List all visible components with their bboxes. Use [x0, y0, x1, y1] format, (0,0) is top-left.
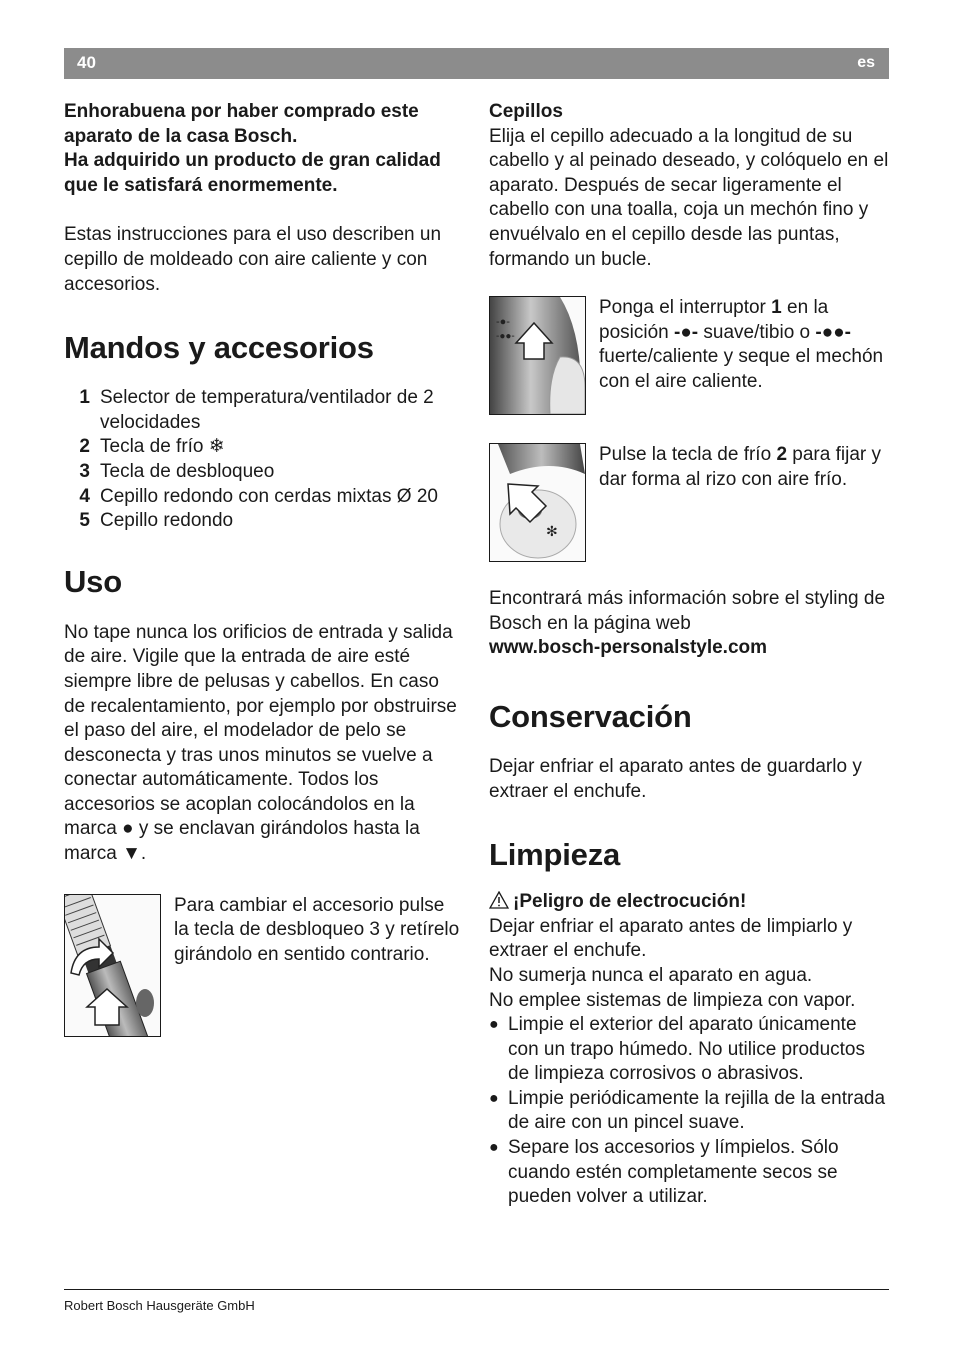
list-item: ● Limpie periódicamente la rejilla de la entrada de aire con un pincel suave. [489, 1087, 891, 1136]
left-column [64, 100, 464, 1037]
intro-text: Estas instrucciones para el uso describen un cepillo de moldeado con aire caliente y con accesorios. [64, 224, 442, 295]
svg-text:-●-: -●- [496, 316, 510, 329]
accessory-change-drawing [65, 895, 160, 1036]
change-accessory-text: Para cambiar el accesorio pulse la tecla de desbloqueo 3 y retírelo girándolo en sentido contrario. [174, 894, 460, 965]
footer-divider [64, 1289, 889, 1290]
website-link[interactable]: www.bosch-personalstyle.com [489, 637, 768, 659]
warning-triangle-icon [489, 891, 509, 909]
change-accessory-section [64, 894, 464, 1037]
bullet-dot-icon: ● [489, 1089, 499, 1107]
warning-line: No emplee sistemas de limpieza con vapor. [489, 989, 856, 1011]
bullet-dot-icon: ● [489, 1016, 499, 1034]
switch-drawing [490, 297, 585, 414]
intro-bold-2: Ha adquirido un producto de gran calidad que le satisfará enormemente. [64, 150, 441, 196]
warning-line: Dejar enfriar el aparato antes de limpiarlo y extraer el enchufe. [489, 915, 853, 962]
list-item: 1 Selector de temperatura/ventilador de 2 velocidades [79, 387, 434, 433]
care-heading: Conservación [489, 698, 692, 734]
page-number: 40 [77, 53, 96, 72]
use-text: No tape nunca los orificios de entrada y salida de aire. Vigile que la entrada de aire esté siempre libre de pelusas y cabellos. En caso de recalentamiento, por ejemplo por obstruirse el paso del aire, el modelador de pelo se desconecta y tras unos minutos se vuelve a conectar automáticamente. Todos los accesorios se acoplan colocándolos en la marca ● y se enclavan girándolos hasta la marca ▼. [64, 621, 457, 865]
list-item: 4 Cepillo redondo con cerdas mixtas Ø 20 [79, 485, 438, 507]
svg-text:-●●-: -●●- [496, 331, 515, 343]
cold-button-illustration [489, 443, 586, 562]
cold-button-text: Pulse la tecla de frío 2 para fijar y dar forma al rizo con aire frío. [599, 444, 881, 490]
svg-text:✻: ✻ [546, 524, 558, 541]
switch-section [489, 296, 891, 415]
list-item: 3 Tecla de desbloqueo [79, 460, 275, 482]
list-item: 2 Tecla de frío ❄ [79, 436, 225, 458]
list-item: ● Limpie el exterior del aparato únicamente con un trapo húmedo. No utilice productos de limpieza corrosivos o abrasivos. [489, 1013, 891, 1087]
switch-illustration [489, 296, 586, 415]
warning-line: No sumerja nunca el aparato en agua. [489, 964, 813, 986]
right-column [489, 100, 891, 1210]
footer-company: Robert Bosch Hausgeräte GmbH [64, 1298, 255, 1313]
list-item: ● Separe los accesorios y límpielos. Sólo cuando estén completamente secos se pueden volver a utilizar. [489, 1136, 891, 1210]
cold-button-section [489, 443, 891, 562]
language-code: es [857, 54, 875, 71]
brushes-heading: Cepillos [489, 101, 563, 122]
list-item: 5 Cepillo redondo [79, 510, 234, 532]
controls-list [64, 386, 464, 534]
controls-heading: Mandos y accesorios [64, 330, 374, 366]
intro-bold-1: Enhorabuena por haber comprado este aparato de la casa Bosch. [64, 101, 419, 147]
care-text: Dejar enfriar el aparato antes de guardarlo y extraer el enchufe. [489, 755, 862, 802]
switch-text: Ponga el interruptor 1 en la posición -●- suave/tibio o -●●- fuerte/caliente y seque el mechón con el aire caliente. [599, 297, 884, 392]
warning-title: ¡Peligro de electrocución! [489, 890, 891, 915]
bullet-dot-icon: ● [489, 1139, 499, 1157]
cold-button-drawing [490, 444, 585, 561]
page-header-bar [64, 48, 889, 79]
accessory-change-illustration [64, 894, 161, 1037]
cleaning-heading: Limpieza [489, 837, 621, 873]
more-info-text: Encontrará más información sobre el styling de Bosch en la página web [489, 588, 886, 634]
use-heading: Uso [64, 563, 122, 599]
brushes-text: Elija el cepillo adecuado a la longitud de su cabello y al peinado deseado, y colóquelo en el aparato. Después de secar ligeramente el cabello con una toalla, coja un mechón fino y envuélvalo en el cepillo desde las puntas, formando un bucle. [489, 125, 889, 270]
